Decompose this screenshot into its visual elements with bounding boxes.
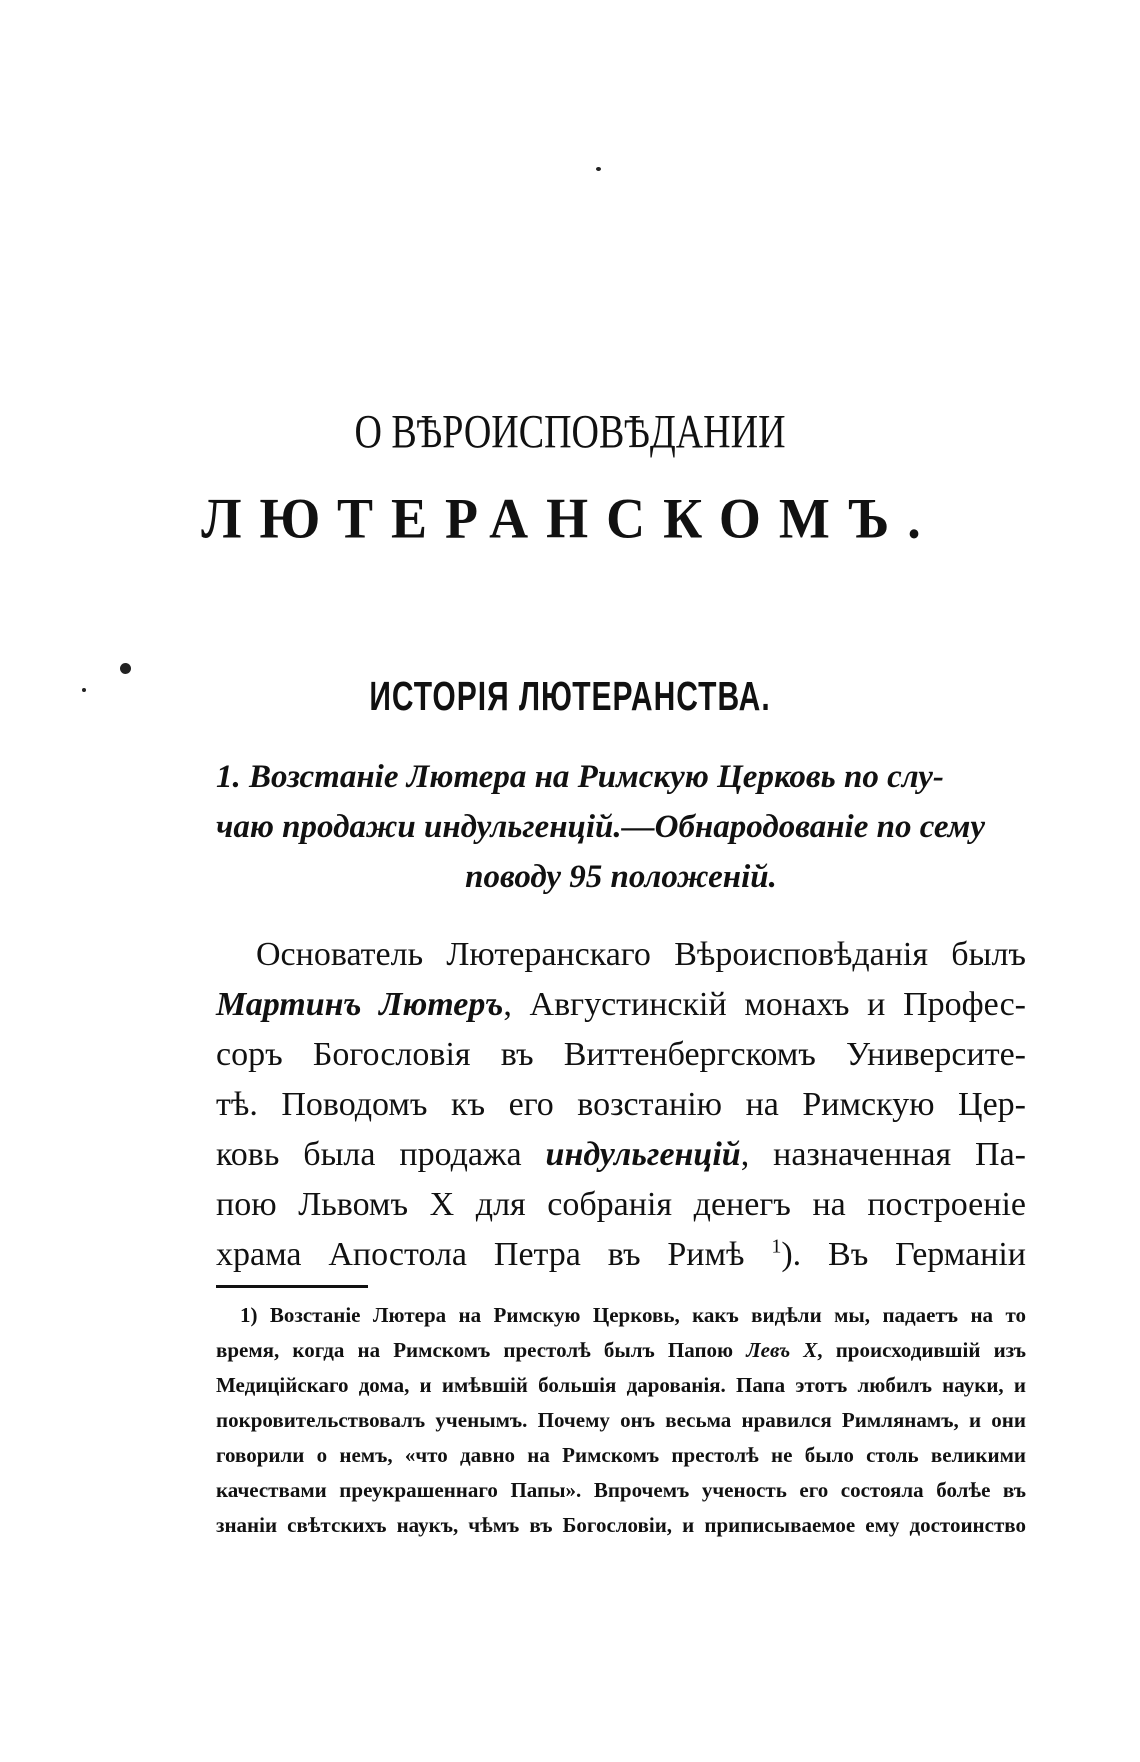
body-text-run: соръ Богословія въ Виттенбергскомъ Университе-	[216, 1036, 1026, 1073]
body-paragraph	[216, 930, 1026, 1280]
body-text-run: , Августинскій монахъ и Профес-	[503, 986, 1026, 1023]
footnote-text-run: качествами преукрашеннаго Папы». Впрочемъ ученость его состояла болѣе въ	[216, 1478, 1026, 1502]
body-line	[216, 1180, 1026, 1230]
footnote-line	[216, 1438, 1026, 1473]
body-line	[216, 1030, 1026, 1080]
footnote-text-run: Медиційскаго дома, и имѣвшій большія дарованія. Папа этотъ любилъ науки, и	[216, 1373, 1026, 1397]
footnote-line	[216, 1473, 1026, 1508]
person-name: Левъ X	[746, 1338, 818, 1362]
footnote-line	[216, 1368, 1026, 1403]
footnote-marker: 1	[771, 1235, 782, 1258]
emphasized-term: индульгенцій	[545, 1136, 741, 1173]
title-line-1: О ВѢРОИСПОВѢДАНИИ	[354, 406, 786, 459]
footnote-line	[216, 1508, 1026, 1543]
title-line-2: ЛЮТЕРАНСКОМЪ.	[201, 487, 939, 551]
body-text-run: пою Львомъ X для собранія денегъ на построеніе	[216, 1186, 1026, 1223]
footnote-line	[216, 1298, 1026, 1333]
body-text-run: ). Въ Германіи	[781, 1236, 1026, 1273]
subsection-number: 1.	[216, 759, 241, 795]
scan-speck	[596, 167, 601, 171]
footnote-line	[216, 1333, 1026, 1368]
subsection-line: поводу 95 положеній.	[465, 859, 777, 895]
footnote	[216, 1298, 1026, 1543]
body-line	[216, 930, 1026, 980]
footnote-text-run: время, когда на Римскомъ престолѣ былъ Папою	[216, 1338, 747, 1362]
footnote-line	[216, 1403, 1026, 1438]
subsection-line	[216, 752, 1026, 802]
footnote-text-run: говорили о немъ, «что давно на Римскомъ престолѣ не было столь великими	[216, 1443, 1026, 1467]
body-line	[216, 1230, 1026, 1280]
body-line	[216, 1080, 1026, 1130]
subsection-line: чаю продажи индульгенцій.—Обнародованіе по сему	[216, 809, 985, 845]
body-line	[216, 1130, 1026, 1180]
footnote-text-run: 1) Возстаніе Лютера на Римскую Церковь, какъ видѣли мы, падаетъ на то	[240, 1303, 1026, 1327]
body-text-run: Основатель Лютеранскаго Вѣроисповѣданія былъ	[256, 936, 1026, 973]
footnote-text-run: знаніи свѣтскихъ наукъ, чѣмъ въ Богословіи, и приписываемое ему достоинство	[216, 1513, 1026, 1537]
body-text-run: ковь была продажа	[216, 1136, 546, 1173]
subsection-heading	[216, 752, 1026, 902]
subsection-text: Возстаніе Лютера на Римскую Церковь по слу-	[249, 759, 944, 795]
footnote-rule	[216, 1285, 368, 1288]
footnote-text-run: , происходившій изъ	[817, 1338, 1026, 1362]
footnote-text-run: покровительствовалъ ученымъ. Почему онъ весьма нравился Римлянамъ, и они	[216, 1408, 1026, 1432]
body-text-run: храма Апостола Петра въ Римѣ	[216, 1236, 772, 1273]
scan-speck	[120, 663, 131, 674]
body-text-run: тѣ. Поводомъ къ его возстанію на Римскую Цер-	[216, 1086, 1026, 1123]
person-name: Мартинъ Лютеръ	[216, 986, 504, 1023]
body-line	[216, 980, 1026, 1030]
body-text-run: , назначенная Па-	[740, 1136, 1026, 1173]
section-heading: ИСТОРІЯ ЛЮТЕРАНСТВА.	[369, 675, 771, 720]
